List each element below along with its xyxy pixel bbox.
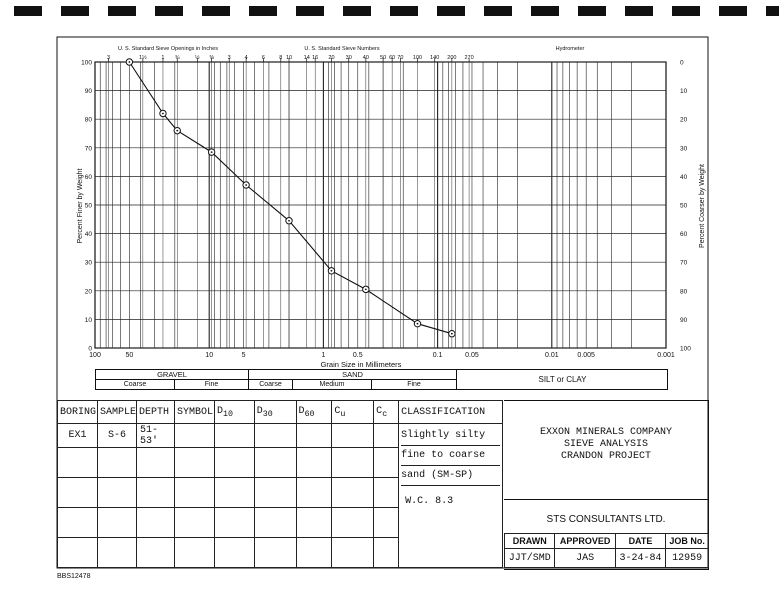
cu-sub: u [340,408,346,419]
top-tick-label: ⅜ [209,55,214,61]
x-tick-label: 1 [321,352,326,359]
y-tick-left: 70 [84,145,92,153]
report-title: SIEVE ANALYSIS [563,439,648,450]
x-tick-label: 0.1 [432,352,443,359]
top-tick-label: 6 [261,55,265,61]
x-axis-title: Grain Size in Millimeters [320,360,402,369]
drawing-info-grid [504,533,709,568]
cell-cc [374,424,399,448]
cell-symbol [174,424,214,448]
approved-value: JAS [555,549,615,568]
col-cc [374,401,399,424]
top-tick-label: 20 [328,55,335,61]
y-tick-right: 10 [680,88,688,96]
x-tick-label: 0.5 [352,352,363,359]
y-tick-right: 100 [680,345,691,353]
job-label: JOB No. [666,534,709,549]
water-content: W.C. 8.3 [405,496,454,507]
top-tick-label: 10 [285,55,293,61]
top-tick-label: 140 [430,55,440,61]
cell-depth: 51-53' [137,424,175,448]
data-point-center [331,270,333,272]
top-header-inches: U. S. Standard Sieve Openings in Inches [118,46,218,52]
y-axis-title: Percent Finer by Weight [77,168,84,244]
y-tick-right: 80 [680,288,688,296]
top-header-numbers: U. S. Standard Sieve Numbers [304,46,380,52]
x-tick-label: 100 [89,352,101,359]
top-tick-label: 200 [447,55,457,61]
y-tick-left: 80 [84,116,92,124]
data-point-center [128,61,130,63]
drawn-value: JJT/SMD [505,549,555,568]
y-tick-right: 0 [680,59,684,67]
title-divider [504,499,708,500]
table-row [58,424,503,448]
sample-table [57,400,503,568]
y-tick-right: 60 [680,231,688,239]
gravel-coarse-label: Coarse [96,380,175,389]
top-tick-label: ¾ [174,55,180,61]
data-point-center [245,184,247,186]
table-header-row [58,401,503,424]
y-tick-left: 40 [84,231,92,239]
gravel-label: GRAVEL [96,370,249,380]
sand-coarse-label: Coarse [249,380,293,389]
cc-label: C [376,405,383,417]
d30-sub: 30 [262,408,273,419]
top-tick-label: 50 [380,55,387,61]
project-name: CRANDON PROJECT [560,451,651,462]
y-axis-title-right: Percent Coarser by Weight [699,164,706,248]
x-tick-label: 10 [205,352,214,359]
data-point-center [417,323,419,325]
cell-d10 [214,424,254,448]
y-tick-left: 0 [88,345,92,353]
classification-line-2: fine to coarse [401,446,500,466]
silt-clay-label: SILT or CLAY [456,370,668,389]
y-tick-left: 100 [81,59,92,67]
y-tick-right: 20 [680,116,688,124]
y-tick-left: 50 [84,202,92,210]
y-tick-right: 90 [680,316,688,324]
x-tick-label: 0.001 [657,352,675,359]
col-cu [332,401,374,424]
classification-line-3: sand (SM-SP) [401,466,500,486]
col-d60 [296,401,332,424]
col-d30 [254,401,296,424]
soil-classification-bar [95,369,668,390]
y-tick-left: 10 [84,316,92,324]
col-sample: SAMPLE [97,401,136,424]
drawn-label: DRAWN [505,534,555,549]
sand-fine-label: Fine [407,381,421,388]
d10-label: D [216,405,223,417]
date-value: 3-24-84 [615,549,665,568]
x-tick-label: 0.01 [544,352,559,359]
sand-medium-label: Medium [293,380,372,389]
x-tick-label: 0.005 [577,352,595,359]
data-point-center [211,151,213,153]
top-tick-label: 4 [244,55,248,61]
top-tick-label: 70 [397,55,404,61]
x-tick-label: 5 [241,352,246,359]
y-tick-right: 30 [680,145,688,153]
cc-sub: c [382,408,388,419]
top-tick-label: 40 [362,55,369,61]
data-point-center [288,220,290,222]
sand-label: SAND [249,370,456,380]
data-point-center [451,333,453,335]
top-tick-label: 1½ [139,55,147,61]
y-tick-left: 60 [84,173,92,181]
top-tick-label: 8 [279,55,283,61]
y-tick-left: 30 [84,259,92,267]
top-header-hydrometer: Hydrometer [555,46,585,52]
data-point-center [365,288,367,290]
top-tick-label: 270 [464,55,474,61]
cell-boring: EX1 [58,424,98,448]
job-value: 12959 [666,549,709,568]
gravel-fine-label: Fine [175,380,249,389]
firm-name: STS CONSULTANTS LTD. [546,514,666,525]
col-d10 [214,401,254,424]
top-tick-label: 16 [312,55,319,61]
cu-label: C [334,405,341,417]
top-tick-label: 100 [412,55,423,61]
data-point-center [176,130,178,132]
col-symbol: SYMBOL [174,401,214,424]
top-tick-label: 3 [106,55,111,61]
col-classification: CLASSIFICATION [399,401,503,424]
x-tick-label: 50 [125,352,134,359]
y-tick-right: 70 [680,259,688,267]
d60-sub: 60 [304,408,315,419]
top-tick-label: 3 [227,55,231,61]
cell-d60 [296,424,332,448]
cell-d30 [254,424,296,448]
footer-code: BBS12478 [57,573,91,580]
d60-label: D [298,405,305,417]
top-tick-label: 60 [389,55,396,61]
x-tick-label: 0.05 [465,352,479,359]
company-name: EXXON MINERALS COMPANY [539,427,673,438]
y-tick-left: 20 [84,288,92,296]
d30-label: D [256,405,263,417]
col-boring: BORING [58,401,98,424]
cell-sample: S-6 [97,424,136,448]
data-point-center [162,113,164,115]
top-tick-label: 1 [161,55,165,61]
cell-classification [399,424,503,568]
top-tick-label: 14 [303,55,310,61]
cell-cu [332,424,374,448]
d10-sub: 10 [222,408,233,419]
classification-line-1: Slightly silty [401,426,500,446]
y-tick-right: 40 [680,173,688,181]
gradation-curve [129,62,452,334]
date-label: DATE [615,534,665,549]
top-tick-label: 30 [345,55,352,61]
y-tick-left: 90 [84,88,92,96]
top-tick-label: ½ [195,55,200,61]
approved-label: APPROVED [555,534,615,549]
y-tick-right: 50 [680,202,688,210]
col-depth: DEPTH [137,401,175,424]
